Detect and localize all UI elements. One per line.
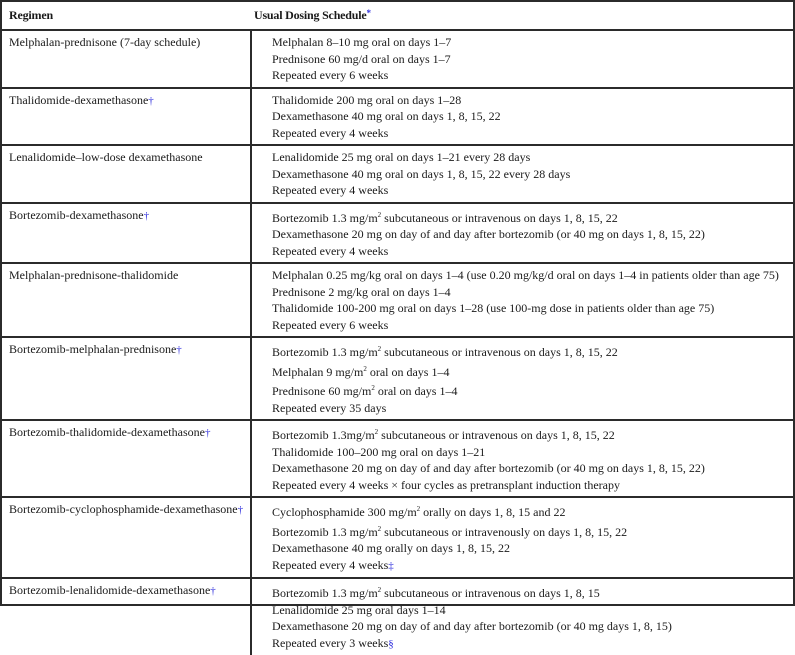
schedule-line-text: Repeated every 6 weeks [272,317,389,332]
schedule-line-text: subcutaneous or intravenous on days 1, 8, 15, 22 [381,210,618,225]
regimen-footnote-marker[interactable]: † [148,94,154,107]
schedule-line [272,501,787,521]
schedule-line [272,207,787,227]
schedule-line-text: Cyclophosphamide 300 mg/m [272,505,417,519]
schedule-line-text: Repeated every 6 weeks [272,68,389,82]
table-row [2,30,793,88]
regimen-cell [2,145,251,203]
schedule-line-text: oral on days 1–4 [374,384,458,398]
schedule-line [272,92,787,109]
schedule-line-text: Dexamethasone 20 mg on day of and day after bortezomib (or 40 mg on days 1, 8, 15, 22) [272,461,705,475]
regimen-name: Lenalidomide–low-dose dexamethasone [9,150,203,164]
schedule-line-text: Prednisone 60 mg/d oral on days 1–7 [272,51,451,66]
schedule-cell [251,263,793,337]
header-regimen [2,2,251,30]
table-row [2,263,793,337]
header-schedule-label: Usual Dosing Schedule [254,8,367,22]
schedule-cell [251,88,793,146]
schedule-line-text: Repeated every 35 days [272,400,387,415]
schedule-line-text: Repeated every 4 weeks [272,557,389,572]
schedule-line [272,125,787,142]
schedule-line [272,400,787,417]
schedule-line [272,361,787,381]
schedule-line-text: Melphalan 8–10 mg oral on days 1–7 [272,35,452,49]
schedule-footnote-marker[interactable]: § [388,637,394,650]
schedule-cell [251,30,793,88]
regimen-name: Bortezomib-thalidomide-dexamethasone [9,425,205,439]
schedule-line [272,166,787,183]
schedule-line-text: orally on days 1, 8, 15 and 22 [420,505,566,519]
regimen-footnote-marker[interactable]: † [210,585,216,597]
regimen-name: Bortezomib-melphalan-prednisone [9,342,177,356]
schedule-line-text: subcutaneous or intravenous on days 1, 8, 15 [381,586,600,600]
schedule-line [272,602,787,619]
schedule-line-text: Thalidomide 200 mg oral on days 1–28 [272,92,462,107]
table-body [2,30,793,655]
schedule-line-text: Repeated every 4 weeks × four cycles as pretransplant induction therapy [272,477,620,492]
schedule-cell [251,337,793,420]
schedule-line [272,341,787,361]
schedule-line-text: Dexamethasone 20 mg on day of and day after bortezomib (or 40 mg on days 1, 8, 15, 22) [272,227,705,241]
superscript-exponent: 2 [371,384,375,392]
schedule-line-text: Prednisone 60 mg/m [272,384,372,398]
schedule-line-text: subcutaneous or intravenous on days 1, 8, 15, 22 [378,428,615,442]
table-row [2,420,793,497]
regimen-cell [2,578,251,655]
schedule-line [272,618,787,635]
schedule-line [272,51,787,68]
schedule-line-text: Repeated every 3 weeks [272,635,389,650]
table-row [2,578,793,655]
header-regimen-label: Regimen [9,8,53,22]
regimen-cell [2,30,251,88]
regimen-footnote-marker[interactable]: † [237,504,244,516]
schedule-line-text: Bortezomib 1.3 mg/m [272,345,378,359]
schedule-line-text: Repeated every 4 weeks [272,243,389,258]
schedule-line-text: Dexamethasone 20 mg on day of and day after bortezomib (or 40 mg days 1, 8, 15) [272,619,672,633]
superscript-exponent: 2 [374,428,379,436]
schedule-line [272,477,787,494]
schedule-line-text: Thalidomide 100–200 mg oral on days 1–21 [272,444,486,459]
schedule-line-text: Bortezomib 1.3 mg/m [272,210,378,225]
regimen-name: Bortezomib-lenalidomide-dexamethasone [9,583,211,597]
header-footnote-marker[interactable]: * [366,8,371,18]
regimen-cell [2,497,251,578]
schedule-line-text: Melphalan 0.25 mg/kg oral on days 1–4 (use 0.20 mg/kg/d oral on days 1–4 in patients older than age 75) [272,268,779,282]
table-row [2,203,793,264]
regimen-footnote-marker[interactable]: † [143,209,150,222]
regimen-name: Melphalan-prednisone (7-day schedule) [9,35,201,49]
schedule-line [272,424,787,444]
schedule-line-text: subcutaneous or intravenously on days 1, 8, 15, 22 [381,524,628,539]
schedule-line [272,557,787,575]
schedule-line [272,108,787,125]
regimen-footnote-marker[interactable]: † [204,427,211,439]
schedule-line [272,444,787,461]
superscript-exponent: 2 [363,364,367,373]
schedule-line-text: Lenalidomide 25 mg oral days 1–14 [272,602,446,617]
superscript-exponent: 2 [416,505,421,513]
schedule-line [272,380,787,400]
schedule-line [272,243,787,260]
schedule-line-text: Dexamethasone 40 mg oral on days 1, 8, 15, 22 [272,109,501,123]
schedule-line-text: Bortezomib 1.3mg/m [272,428,375,442]
superscript-exponent: 2 [377,345,382,353]
regimen-cell [2,263,251,337]
schedule-line [272,67,787,84]
header-schedule [251,2,793,30]
schedule-line [272,521,787,541]
schedule-line [272,317,787,334]
schedule-line [272,284,787,301]
schedule-footnote-marker[interactable]: ‡ [388,559,394,572]
schedule-line-text: oral on days 1–4 [366,364,450,379]
schedule-line [272,460,787,477]
regimen-name: Bortezomib-cyclophosphamide-dexamethasone [9,502,238,516]
schedule-line [272,267,787,284]
schedule-line-text: Melphalan 9 mg/m [272,364,364,379]
dosing-schedule-table [2,2,793,655]
schedule-line [272,149,787,166]
schedule-line-text: subcutaneous or intravenous on days 1, 8, 15, 22 [381,345,618,359]
regimen-name: Bortezomib-dexamethasone [9,207,144,222]
schedule-cell [251,578,793,655]
regimen-cell [2,337,251,420]
regimen-cell [2,203,251,264]
schedule-line [272,635,787,653]
schedule-line-text: Repeated every 4 weeks [272,125,389,140]
table-row [2,145,793,203]
regimen-cell [2,88,251,146]
schedule-line [272,582,787,602]
regimen-name: Melphalan-prednisone-thalidomide [9,268,179,282]
schedule-line-text: Dexamethasone 40 mg oral on days 1, 8, 15, 22 every 28 days [272,166,571,181]
schedule-line-text: Lenalidomide 25 mg oral on days 1–21 every 28 days [272,150,531,164]
schedule-line-text: Repeated every 4 weeks [272,183,389,197]
schedule-line [272,540,787,557]
schedule-line [272,300,787,317]
schedule-line [272,34,787,51]
table-row [2,88,793,146]
schedule-line-text: Dexamethasone 40 mg orally on days 1, 8, 15, 22 [272,541,510,555]
schedule-line [272,182,787,199]
schedule-line-text: Thalidomide 100-200 mg oral on days 1–28 (use 100-mg dose in patients older than age 75) [272,301,715,315]
superscript-exponent: 2 [377,210,382,219]
superscript-exponent: 2 [377,524,382,533]
table-header-row [2,2,793,30]
schedule-cell [251,145,793,203]
schedule-cell [251,420,793,497]
schedule-cell [251,497,793,578]
regimen-name: Thalidomide-dexamethasone [9,92,149,107]
schedule-line-text: Bortezomib 1.3 mg/m [272,524,378,539]
schedule-line [272,226,787,243]
table-row [2,337,793,420]
regimen-cell [2,420,251,497]
table-row [2,497,793,578]
superscript-exponent: 2 [377,586,382,594]
schedule-line-text: Prednisone 2 mg/kg oral on days 1–4 [272,284,451,299]
schedule-line-text: Bortezomib 1.3 mg/m [272,586,378,600]
regimen-footnote-marker[interactable]: † [176,344,182,356]
schedule-cell [251,203,793,264]
